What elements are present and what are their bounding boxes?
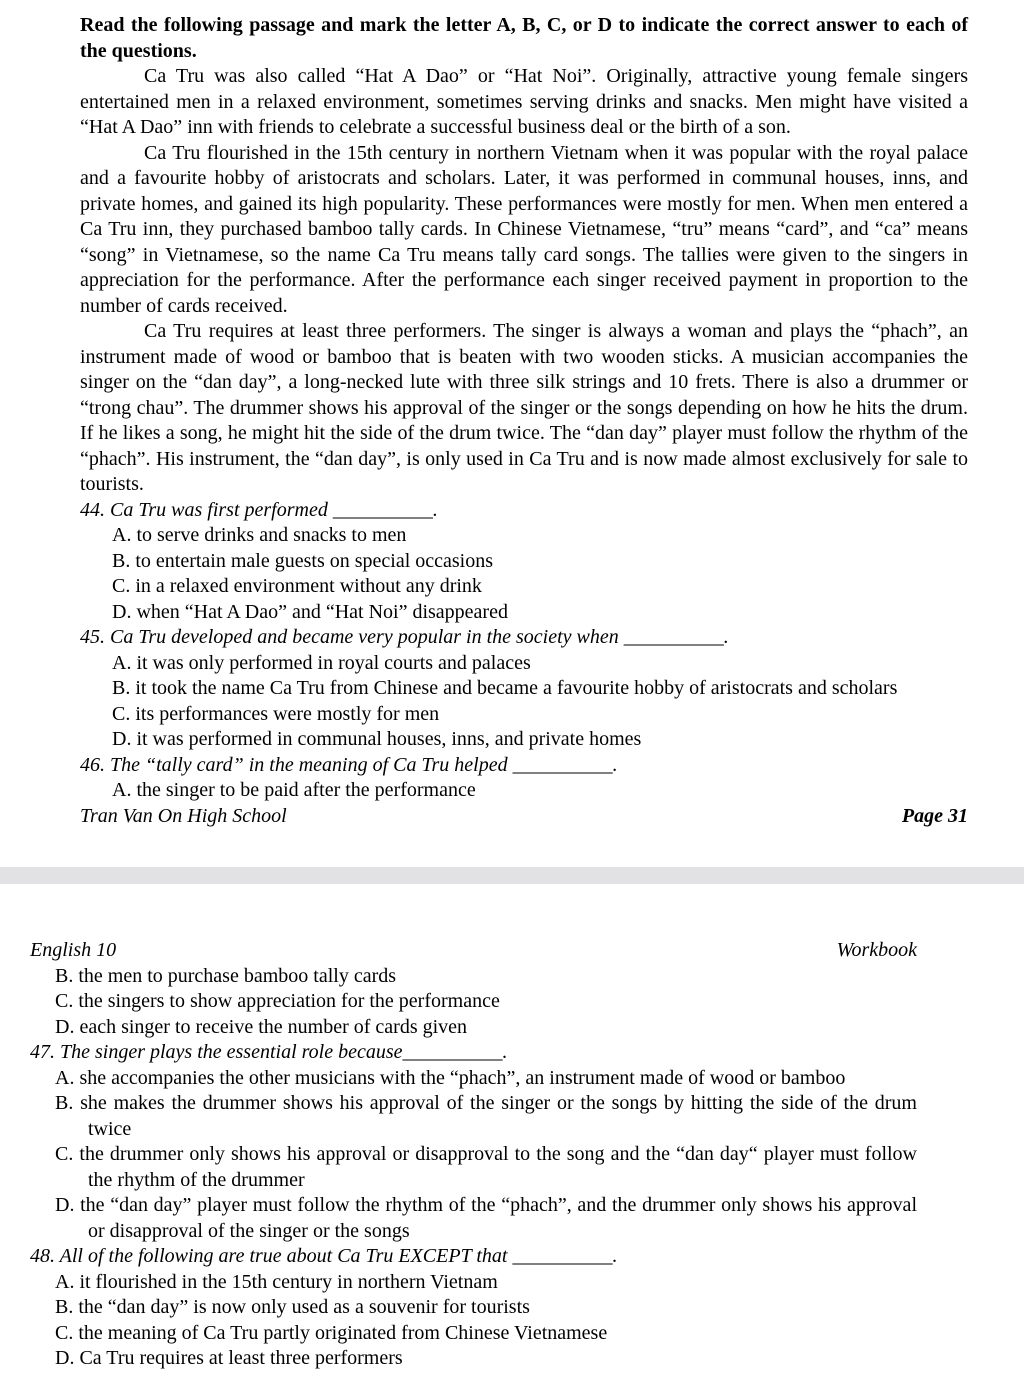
header-course-title: English 10 (30, 939, 117, 961)
passage-paragraph-2: Ca Tru flourished in the 15th century in northern Vietnam when it was popular with the royal palace and a favourite hobby of aristocrats and scholars. Later, it was performed in communal houses, inns, and private homes, and gained its high popularity. These performances were mostly for men. When men entered a Ca Tru inn, they purchased bamboo tally cards. In Chinese Vietnamese, “tru” means “card”, and “ca” means “song” in Vietnamese, so the name Ca Tru means tally card songs. The tallies were given to the singers in appreciation for the performance. After the performance each singer received payment in proportion to the number of cards received. (80, 141, 968, 317)
footer-page-number: Page 31 (901, 804, 968, 827)
question-46-option-b: B. the men to purchase bamboo tally cards (55, 964, 397, 987)
question-44-stem: 44. Ca Tru was first performed __________. (80, 498, 438, 521)
question-48-option-b: B. the “dan day” is now only used as a souvenir for tourists (55, 1296, 530, 1318)
question-45-option-d: D. it was performed in communal houses, inns, and private homes (112, 728, 642, 750)
question-44-option-a: A. to serve drinks and snacks to men (112, 524, 407, 546)
question-46-option-c: C. the singers to show appreciation for the performance (55, 990, 500, 1012)
passage-paragraph-1: Ca Tru was also called “Hat A Dao” or “Hat Noi”. Originally, attractive young female singers entertained men in a relaxed environment, sometimes serving drinks and snacks. Men might have visited a “Hat A Dao” inn with friends to celebrate a successful business deal or the birth of a son. (80, 65, 968, 138)
question-47-option-b: B. she makes the drummer shows his approval of the singer or the songs by hitting the side of the drum twice (55, 1092, 917, 1140)
page-footer (80, 804, 968, 830)
question-47-stem: 47. The singer plays the essential role because__________. (30, 1041, 508, 1063)
header-book-title: Workbook (836, 939, 917, 961)
question-44-option-b: B. to entertain male guests on special occasions (112, 549, 494, 572)
question-46-option-a: A. the singer to be paid after the performance (112, 779, 476, 801)
passage-paragraph-3: Ca Tru requires at least three performers. The singer is always a woman and plays the “phach”, an instrument made of wood or bamboo that is beaten with two wooden sticks. A musician accompanies the singer on the “dan day”, a long-necked lute with three silk strings and 10 frets. There is also a drummer or “trong chau”. The drummer shows his approval of the singer or the songs depending on how he hits the drum. If he likes a song, he might hit the side of the drum twice. The “dan day” player must follow the rhythm of the “phach”. His instrument, the “dan day”, is only used in Ca Tru and is now made almost exclusively for sale to tourists. (80, 320, 968, 495)
question-47-option-a: A. she accompanies the other musicians with the “phach”, an instrument made of wood or bamboo (55, 1066, 846, 1089)
question-46-option-d: D. each singer to receive the number of cards given (55, 1015, 468, 1038)
question-44-option-d: D. when “Hat A Dao” and “Hat Noi” disappeared (112, 600, 508, 623)
question-48-option-a: A. it flourished in the 15th century in northern Vietnam (55, 1270, 498, 1293)
question-48-stem: 48. All of the following are true about Ca Tru EXCEPT that __________. (30, 1245, 618, 1267)
question-45-option-a: A. it was only performed in royal courts and palaces (112, 651, 531, 674)
question-46-stem: 46. The “tally card” in the meaning of Ca Tru helped __________. (80, 753, 618, 776)
footer-school-name: Tran Van On High School (80, 804, 287, 827)
question-47-option-d: D. the “dan day” player must follow the rhythm of the “phach”, and the drummer only shows his approval or disapproval of the singer or the songs (55, 1194, 917, 1242)
page-header (30, 938, 917, 964)
question-45-stem: 45. Ca Tru developed and became very popular in the society when __________. (80, 626, 729, 648)
page-separator (0, 867, 1024, 884)
question-47-option-c: C. the drummer only shows his approval or disapproval to the song and the “dan day“ player must follow the rhythm of the drummer (55, 1143, 917, 1191)
question-48-option-c: C. the meaning of Ca Tru partly originated from Chinese Vietnamese (55, 1321, 608, 1344)
question-44-option-c: C. in a relaxed environment without any drink (112, 575, 482, 597)
question-48-option-d: D. Ca Tru requires at least three performers (55, 1347, 403, 1369)
instruction-heading: Read the following passage and mark the letter A, B, C, or D to indicate the correct answer to each of the questions. (80, 14, 968, 62)
document-page-32 (0, 938, 1024, 1372)
question-45-option-c: C. its performances were mostly for men (112, 702, 440, 725)
question-45-option-b: B. it took the name Ca Tru from Chinese and became a favourite hobby of aristocrats and scholars (112, 677, 898, 699)
